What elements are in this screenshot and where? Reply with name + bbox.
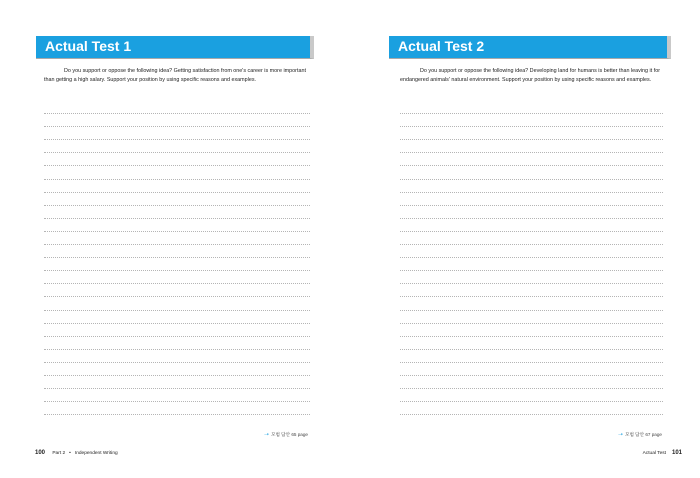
answer-line [400,337,663,350]
answer-line [400,350,663,363]
answer-reference-text: 모범 답안 65 page [271,432,308,437]
test-title-banner [36,36,314,59]
answer-line [44,389,310,402]
answer-line [400,114,663,127]
answer-line [44,232,310,245]
answer-line [44,127,310,140]
page-number: 101 [671,450,682,456]
answer-line [400,245,663,258]
answer-line [44,402,310,415]
answer-line [44,180,310,193]
answer-line [44,297,310,310]
arrow-right-icon: ➝ [264,432,270,438]
footer-label: Actual Test [642,451,666,456]
answer-line [400,166,663,179]
answer-line [400,376,663,389]
answer-line [44,153,310,166]
answer-reference-text: 모범 답안 67 page [625,432,662,437]
page-footer [643,450,682,456]
answer-reference [618,431,662,438]
answer-line [400,324,663,337]
answer-line [44,363,310,376]
answer-line [400,153,663,166]
answer-line [44,311,310,324]
footer-section: Independent Writing [74,451,118,456]
answer-line [44,101,310,114]
page-number: 100 [35,450,46,456]
answer-line [44,114,310,127]
test-title-banner [389,36,671,59]
answer-line [400,271,663,284]
writing-prompt: Do you support or oppose the following idea? Developing land for humans is better than leaving it for endangered animals' natural environment. Support your position by using specific reasons and examples. [400,68,661,83]
answer-line [44,166,310,179]
answer-line [44,193,310,206]
answer-line [400,180,663,193]
test-title: Actual Test 2 [398,38,485,54]
footer-part: Part 2 [52,451,66,456]
answer-line [400,127,663,140]
answer-line [400,311,663,324]
answer-line [400,193,663,206]
answer-line [44,219,310,232]
right-page [350,0,700,478]
answer-line [400,206,663,219]
test-title: Actual Test 1 [45,38,132,54]
answer-line [44,245,310,258]
answer-line [44,206,310,219]
answer-line [44,140,310,153]
footer-separator: • [69,451,71,456]
answer-line [400,389,663,402]
answer-line [400,232,663,245]
page-footer [35,450,118,456]
answer-lines [44,101,310,415]
answer-line [400,219,663,232]
answer-line [400,101,663,114]
answer-line [44,350,310,363]
answer-line [44,284,310,297]
answer-line [44,376,310,389]
answer-line [400,284,663,297]
answer-line [44,258,310,271]
answer-line [44,337,310,350]
answer-line [44,324,310,337]
answer-lines [400,101,663,415]
answer-line [400,140,663,153]
answer-line [400,258,663,271]
writing-prompt: Do you support or oppose the following idea? Getting satisfaction from one's career is more important than getting a high salary. Support your position by using specific reasons and examples. [44,68,306,83]
answer-line [400,402,663,415]
answer-line [400,297,663,310]
answer-reference [264,431,308,438]
answer-line [400,363,663,376]
answer-line [44,271,310,284]
arrow-right-icon: ➝ [618,432,624,438]
